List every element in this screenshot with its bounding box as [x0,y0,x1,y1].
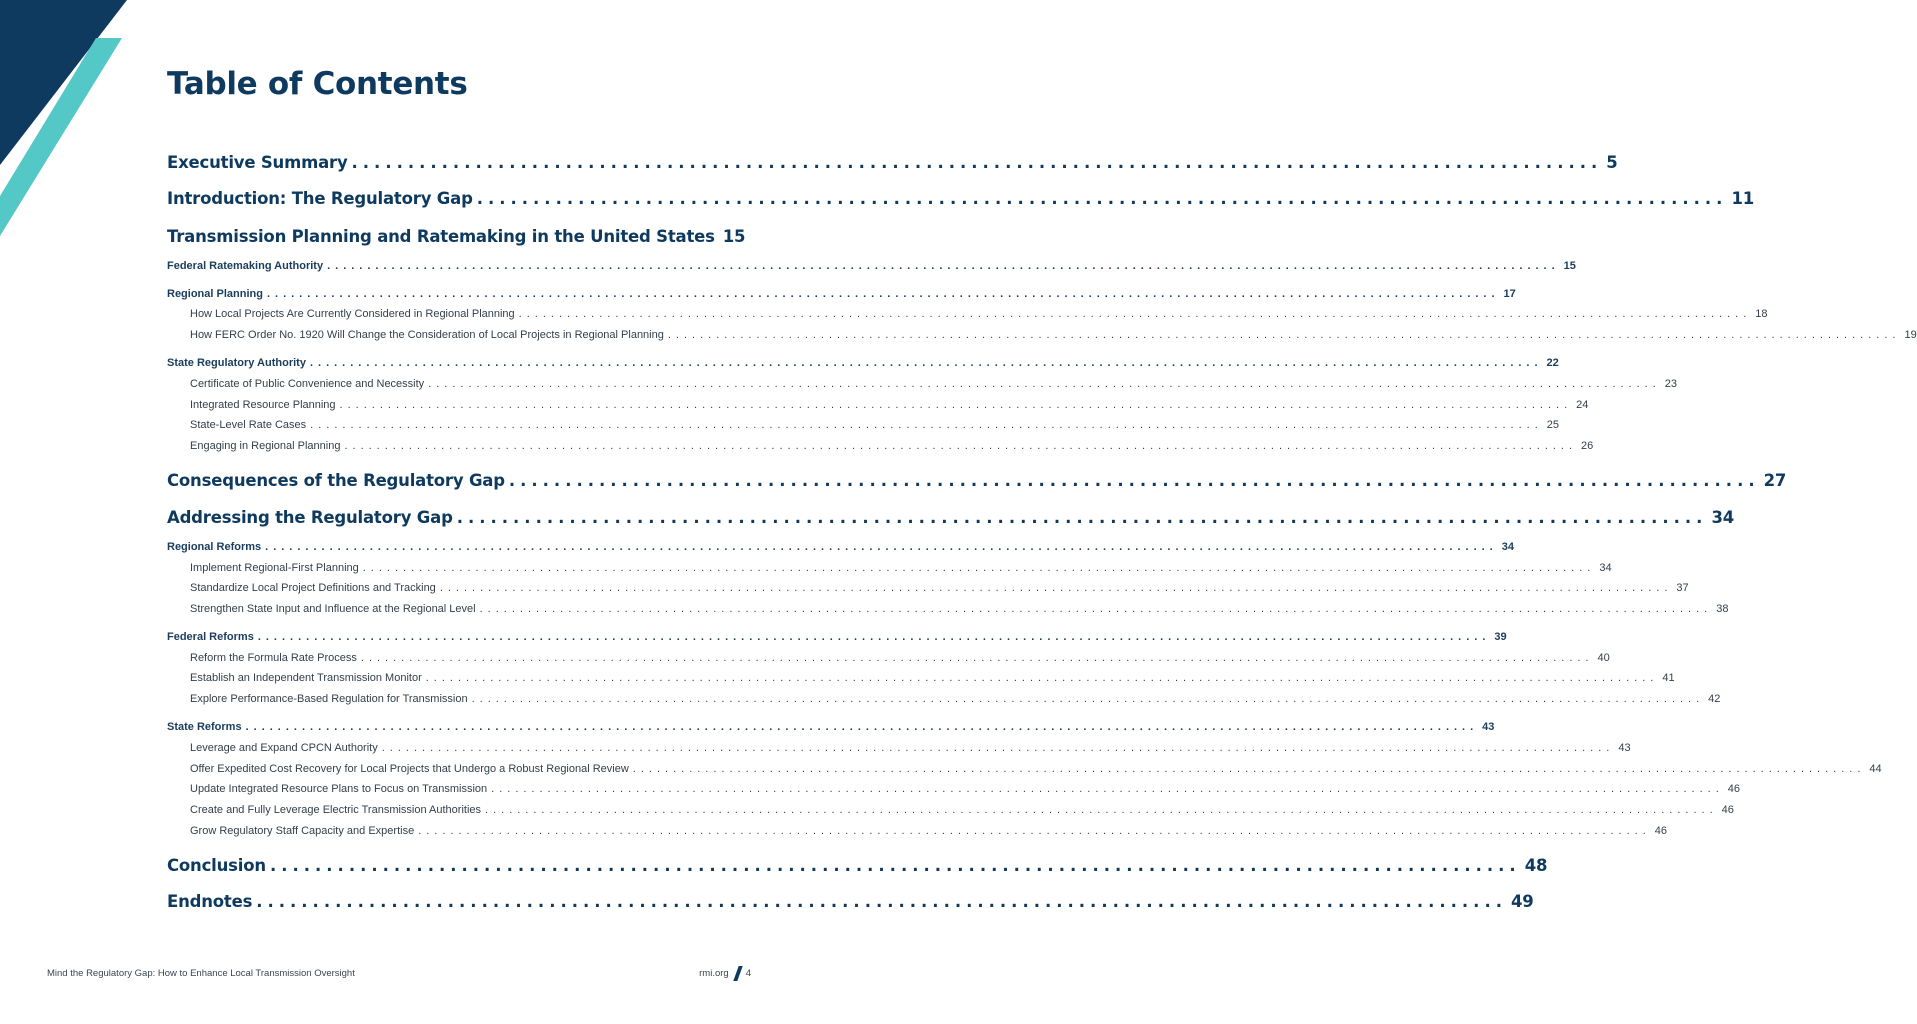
toc-label: Regional Reforms [167,541,262,553]
toc-page-number: 44 [1869,763,1882,775]
toc-page-number: 34 [1501,541,1514,553]
dot-leader: ......................................................................................................................................................... [485,804,1718,816]
dot-leader: ......................................................................................................................................................... [344,440,1578,452]
toc-label: Offer Expedited Cost Recovery for Local Projects that Undergo a Robust Regional Review [190,763,629,775]
toc-page-number: 19 [1904,329,1917,341]
toc-label: State Reforms [167,721,242,733]
toc-label: Addressing the Regulatory Gap [167,508,453,527]
footer-site-link[interactable]: rmi.org [699,968,729,979]
navy-band [0,0,127,165]
footer-page-number: 4 [745,968,751,979]
toc-page-number: 34 [1711,508,1735,527]
slash-divider-icon [733,966,742,981]
dot-leader: ......................................................................................................................................................... [327,260,1560,272]
dot-leader: ......................................................................................................................................................... [418,825,1651,837]
page-title: Table of Contents [167,66,468,102]
toc-entry-independent-monitor[interactable] [190,672,1675,684]
toc-entry-standardize-definitions[interactable] [190,582,1689,594]
toc-label: Reform the Formula Rate Process [190,652,357,664]
toc-page-number: 41 [1662,672,1675,684]
toc-entry-staff-capacity[interactable] [190,825,1668,837]
toc-label: Endnotes [167,892,253,911]
toc-entry-regional-first-planning[interactable] [190,562,1612,574]
toc-page-number: 18 [1755,308,1768,320]
toc-entry-federal-ratemaking-authority[interactable] [167,260,1576,272]
dot-leader: ......................................................................................................................................................... [518,308,1752,320]
corner-decoration [0,0,140,260]
dot-leader: ............................................................................................................... [476,189,1728,208]
dot-leader: ............................................................................................................... [256,892,1507,911]
toc-page-number: 22 [1546,357,1559,369]
toc-entry-expedited-cost-recovery[interactable] [190,763,1882,775]
toc-label: State-Level Rate Cases [190,419,307,431]
toc-label: How Local Projects Are Currently Considered in Regional Planning [190,308,515,320]
dot-leader: ......................................................................................................................................................... [425,672,1659,684]
toc-label: Standardize Local Project Definitions and Tracking [190,582,436,594]
toc-entry-endnotes[interactable] [167,892,1534,911]
toc-label: Strengthen State Input and Influence at the Regional Level [190,603,476,615]
toc-label: Executive Summary [167,153,348,172]
dot-leader: ......................................................................................................................................................... [428,378,1661,390]
toc-page-number: 24 [1576,399,1589,411]
toc-label: Federal Ratemaking Authority [167,260,324,272]
toc-page-number: 49 [1510,892,1534,911]
toc-label: Create and Fully Leverage Electric Transmission Authorities [190,804,482,816]
dot-leader: ......................................................................................................................................................... [491,783,1724,795]
toc-label: Engaging in Regional Planning [190,440,341,452]
toc-entry-cpcn[interactable] [190,378,1678,390]
toc-entry-conclusion[interactable] [167,856,1548,875]
toc-entry-executive-summary[interactable] [167,153,1618,172]
dot-leader: ......................................................................................................................................................... [309,357,1543,369]
toc-entry-transmission-authorities[interactable] [190,804,1734,816]
footer-document-title: Mind the Regulatory Gap: How to Enhance Local Transmission Oversight [47,968,355,979]
toc-entry-ferc-order-1920[interactable] [190,329,1917,341]
toc-entry-state-reforms[interactable] [167,721,1495,733]
toc-entry-regional-planning[interactable] [167,288,1516,300]
toc-page-number: 34 [1599,562,1612,574]
toc-label: Implement Regional-First Planning [190,562,359,574]
toc-entry-state-level-rate-cases[interactable] [190,419,1560,431]
dot-leader: ......................................................................................................................................................... [266,288,1500,300]
dot-leader: ......................................................................................................................................................... [632,763,1866,775]
dot-leader: ............................................................................................................... [269,856,1521,875]
dot-leader: ......................................................................................................................................................... [439,582,1673,594]
toc-label: Regional Planning [167,288,263,300]
toc-page-number: 27 [1763,471,1787,490]
dot-leader: ......................................................................................................................................................... [667,329,1901,341]
toc-page-number: 46 [1721,804,1734,816]
toc-entry-formula-rate-process[interactable] [190,652,1610,664]
footer-right [699,966,751,981]
toc-label: Establish an Independent Transmission Monitor [190,672,422,684]
dot-leader: ......................................................................................................................................................... [479,603,1713,615]
dot-leader: ......................................................................................................................................................... [257,631,1491,643]
toc-page-number: 23 [1664,378,1678,390]
dot-leader: ............................................................................................................... [508,471,1760,490]
toc-entry-introduction[interactable] [167,189,1755,208]
toc-label: How FERC Order No. 1920 Will Change the Consideration of Local Projects in Regional Planning [190,329,664,341]
toc-entry-transmission-planning[interactable] [167,227,746,246]
toc-entry-state-regulatory-authority[interactable] [167,357,1559,369]
toc-label: Leverage and Expand CPCN Authority [190,742,378,754]
dot-leader: ............................................................................................................... [351,153,1603,172]
toc-entry-engaging-regional-planning[interactable] [190,440,1594,452]
toc-label: Update Integrated Resource Plans to Focus on Transmission [190,783,488,795]
toc-entry-strengthen-state-input[interactable] [190,603,1729,615]
toc-page-number: 43 [1482,721,1495,733]
toc-page-number: 26 [1581,440,1594,452]
toc-entry-addressing-gap[interactable] [167,508,1735,527]
toc-entry-cpcn-authority[interactable] [190,742,1631,754]
toc-entry-local-projects-currently[interactable] [190,308,1768,320]
dot-leader: ......................................................................................................................................................... [471,693,1705,705]
toc-page-number: 48 [1524,856,1548,875]
toc-page-number: 46 [1727,783,1740,795]
dot-leader: ......................................................................................................................................................... [339,399,1573,411]
toc-label: Grow Regulatory Staff Capacity and Expertise [190,825,415,837]
toc-page-number: 15 [722,227,746,246]
toc-entry-performance-based-regulation[interactable] [190,693,1721,705]
toc-label: Conclusion [167,856,266,875]
toc-label: Transmission Planning and Ratemaking in the United States [167,227,715,246]
toc-label: Explore Performance-Based Regulation for Transmission [190,693,468,705]
toc-page-number: 11 [1731,189,1755,208]
toc-label: Federal Reforms [167,631,254,643]
toc-page-number: 46 [1654,825,1668,837]
toc-entry-regional-reforms[interactable] [167,541,1514,553]
toc-label: State Regulatory Authority [167,357,306,369]
toc-page-number: 5 [1606,153,1618,172]
toc-entry-update-irp[interactable] [190,783,1740,795]
toc-page-number: 38 [1716,603,1729,615]
dot-leader: ............................................................................................................... [456,508,1708,527]
dot-leader: ......................................................................................................................................................... [360,652,1594,664]
toc-label: Integrated Resource Planning [190,399,336,411]
toc-label: Certificate of Public Convenience and Necessity [190,378,425,390]
dot-leader: ......................................................................................................................................................... [265,541,1498,553]
toc-entry-integrated-resource-planning[interactable] [190,399,1589,411]
toc-page-number: 40 [1597,652,1610,664]
dot-leader: ......................................................................................................................................................... [381,742,1615,754]
toc-entry-federal-reforms[interactable] [167,631,1507,643]
toc-page-number: 39 [1494,631,1507,643]
dot-leader: ......................................................................................................................................................... [245,721,1479,733]
toc-page-number: 42 [1708,693,1721,705]
toc-label: Introduction: The Regulatory Gap [167,189,473,208]
dot-leader: ......................................................................................................................................................... [310,419,1543,431]
toc-page-number: 43 [1618,742,1631,754]
toc-page-number: 15 [1563,260,1576,272]
toc-page-number: 17 [1503,288,1516,300]
toc-label: Consequences of the Regulatory Gap [167,471,505,490]
toc-entry-consequences[interactable] [167,471,1787,490]
toc-page-number: 25 [1546,419,1560,431]
toc-page-number: 37 [1676,582,1689,594]
dot-leader: ......................................................................................................................................................... [362,562,1596,574]
